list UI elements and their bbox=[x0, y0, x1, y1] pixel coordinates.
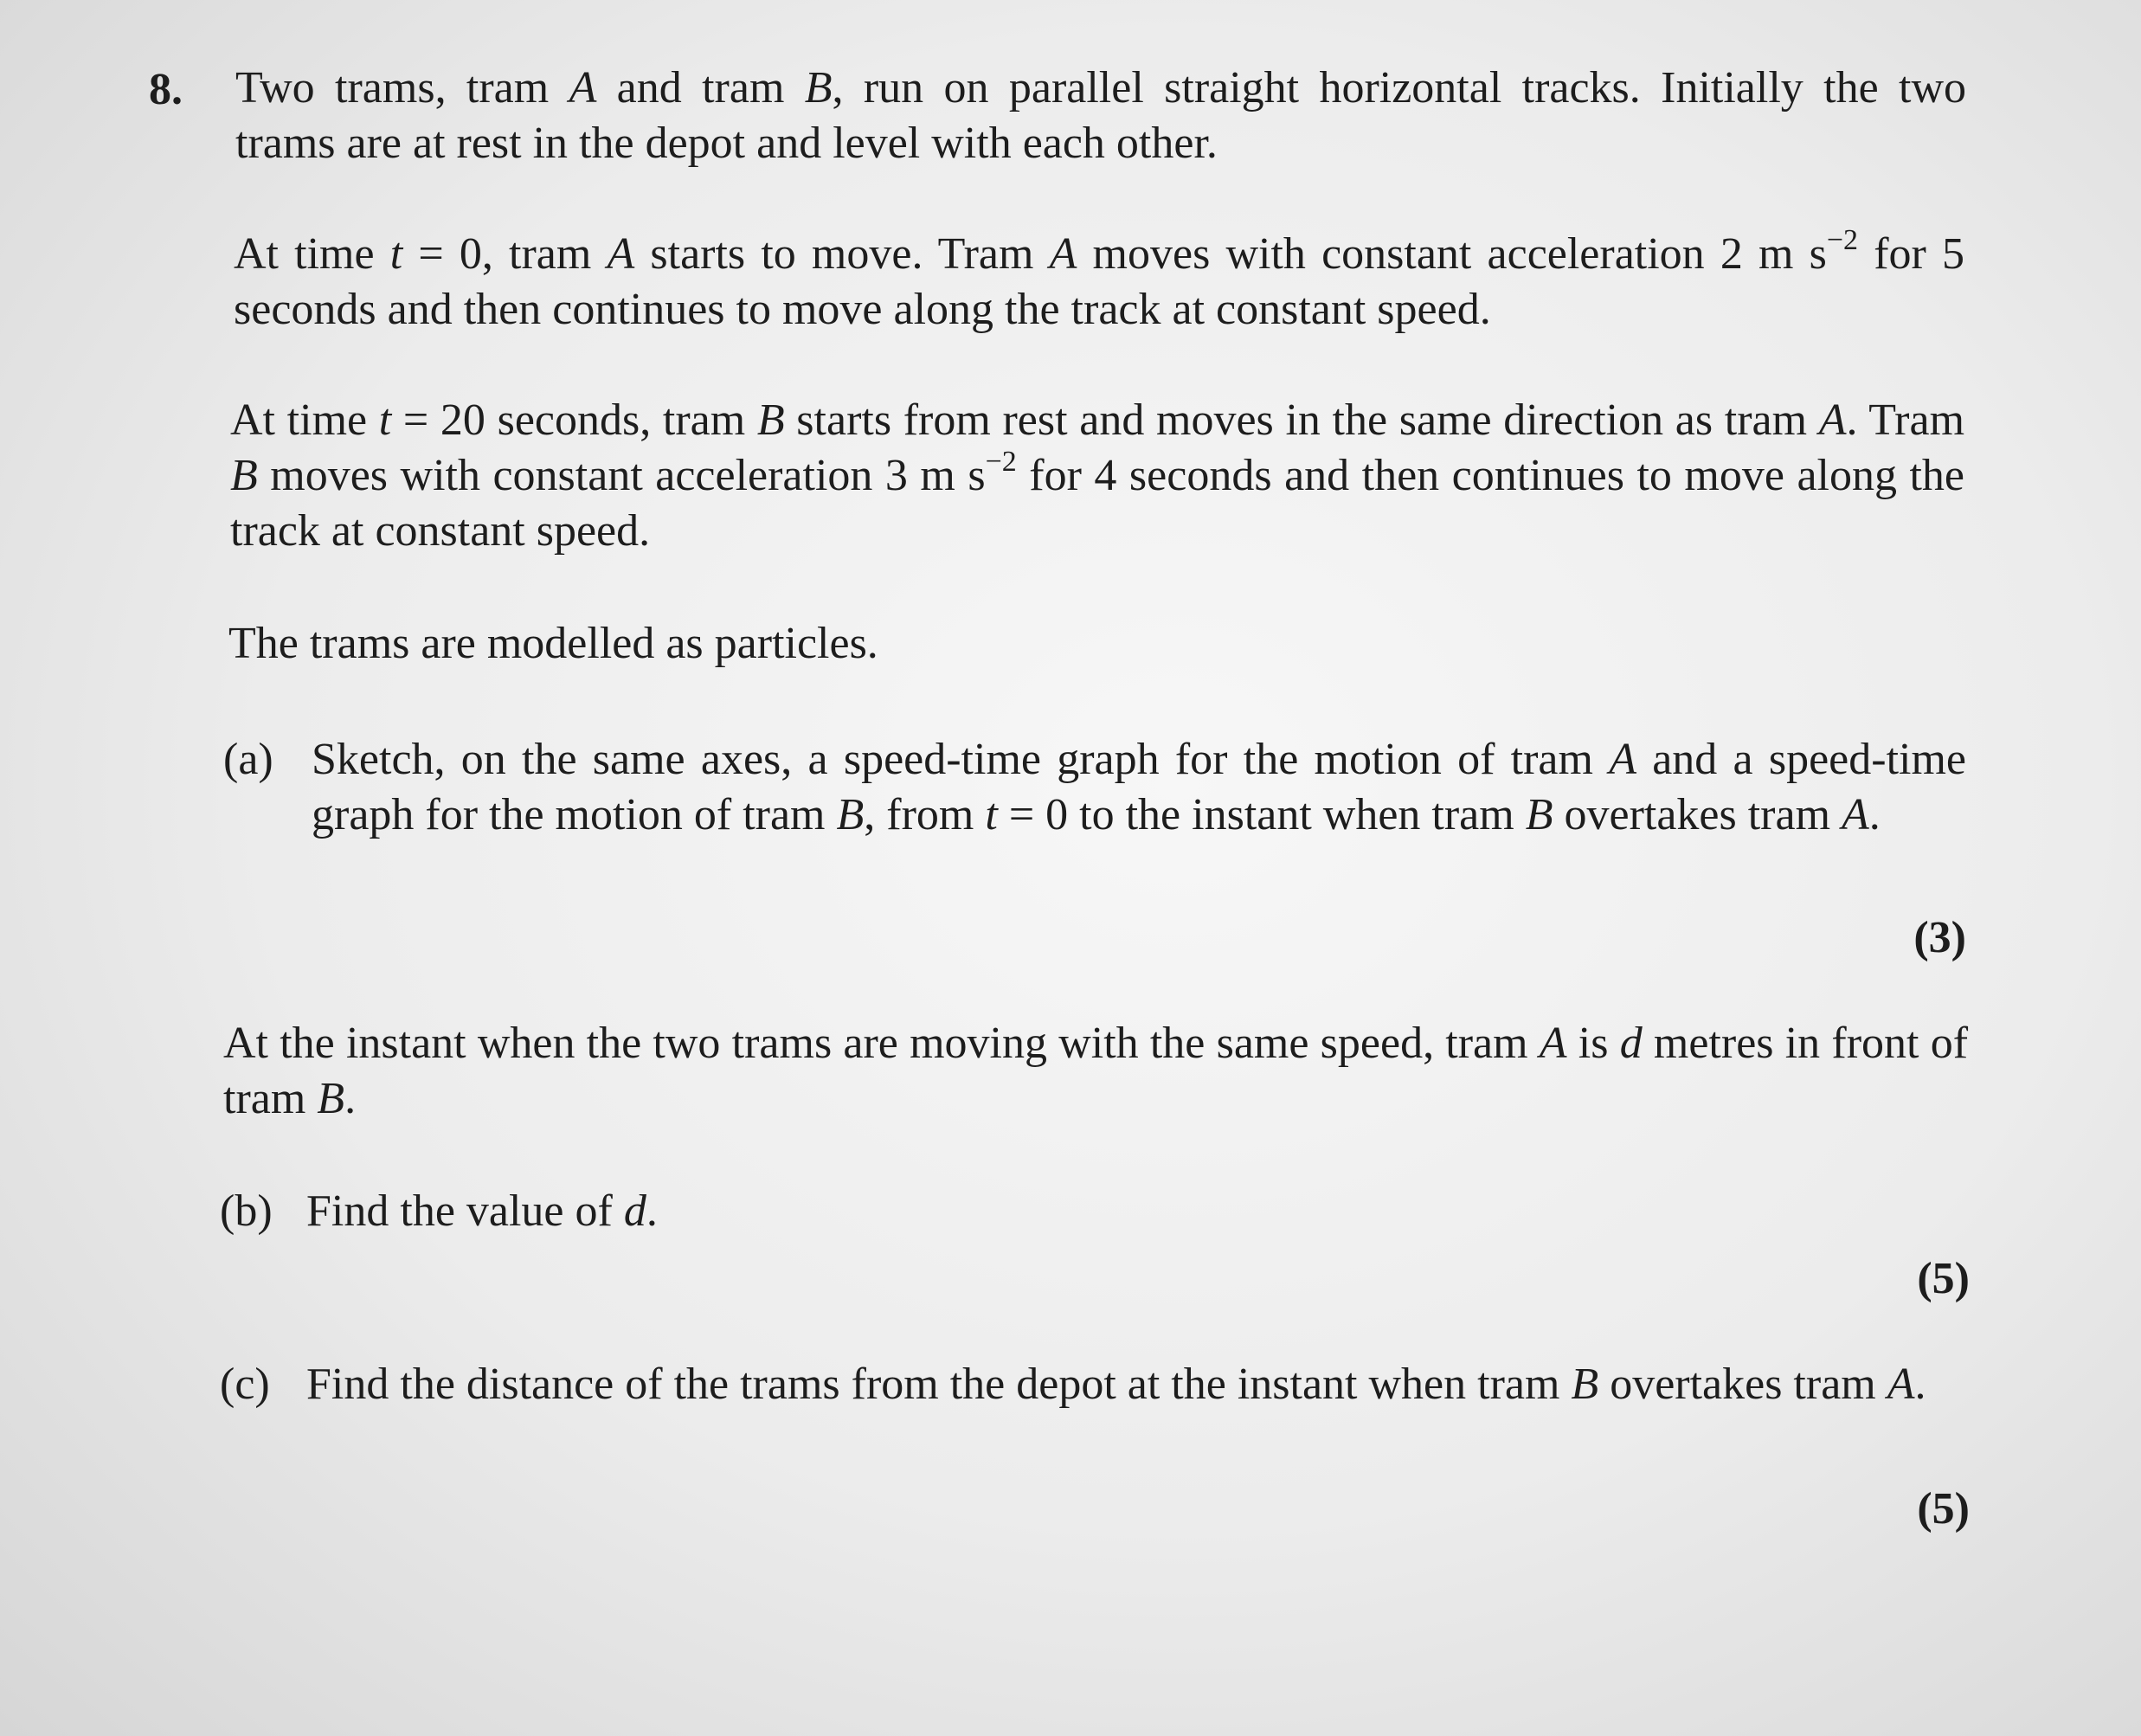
question-intro bbox=[235, 61, 1966, 171]
tram-b-unit-exponent: −2 bbox=[985, 446, 1017, 478]
question-number: 8. bbox=[149, 65, 183, 114]
part-c-marks: (5) bbox=[1917, 1484, 1970, 1533]
tram-a-unit-exponent: −2 bbox=[1826, 224, 1859, 256]
part-a-marks: (3) bbox=[1913, 913, 1966, 962]
part-c-label: (c) bbox=[220, 1360, 270, 1409]
tram-b-text-end: for 4 seconds and then continues to move along the track at constant speed. bbox=[230, 451, 1964, 556]
part-b-label: (b) bbox=[220, 1186, 273, 1236]
intro-line-2: trams are at rest in the depot and level with each other. bbox=[235, 119, 1218, 168]
part-b-marks: (5) bbox=[1917, 1254, 1970, 1303]
same-speed-statement: At the instant when the two trams are moving with the same speed, tram A is d metres in front of tram B. bbox=[223, 1019, 1969, 1123]
tram-a-text-end: for 5 seconds and then continues to move along the track at constant speed. bbox=[234, 229, 1965, 334]
tram-a-text-start: At time t = 0, tram A starts to move. Tram A moves with constant acceleration 2 m s bbox=[234, 229, 1827, 279]
part-b-text: Find the value of d. bbox=[306, 1186, 658, 1236]
intro-line-1: Two trams, tram A and tram B, run on parallel straight horizontal tracks. Initially the two bbox=[235, 63, 1966, 113]
part-a-label: (a) bbox=[223, 735, 273, 784]
part-a-text: Sketch, on the same axes, a speed-time graph for the motion of tram A and a speed-time graph for the motion of tram B, from t = 0 to the instant when tram B overtakes tram A. bbox=[312, 735, 1966, 839]
part-c-text: Find the distance of the trams from the depot at the instant when tram B overtakes tram A. bbox=[306, 1360, 1926, 1409]
tram-b-text-start: At time t = 20 seconds, tram B starts from rest and moves in the same direction as tram A. Tram B moves with constant acceleration 3 m s bbox=[230, 395, 1965, 500]
tram-b-description bbox=[230, 393, 1964, 559]
tram-a-description bbox=[234, 224, 1965, 338]
model-assumption: The trams are modelled as particles. bbox=[228, 619, 878, 668]
